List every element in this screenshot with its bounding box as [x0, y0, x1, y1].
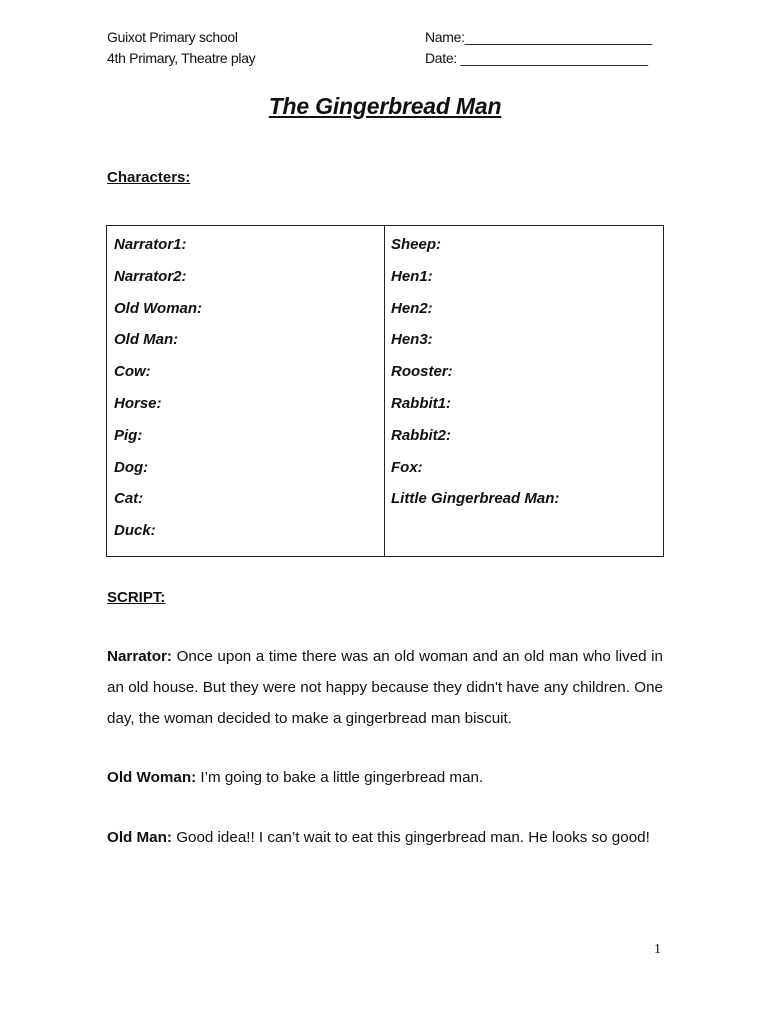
script-line: [107, 641, 663, 734]
page-number: 1: [654, 942, 661, 957]
speaker-label: Narrator:: [107, 648, 172, 665]
character-item: Rabbit1:: [391, 394, 451, 412]
character-item: Little Gingerbread Man:: [391, 490, 560, 508]
character-item: Duck:: [114, 522, 156, 540]
header-left: [107, 27, 255, 69]
character-item: Rabbit2:: [391, 426, 451, 444]
characters-table: [106, 225, 664, 557]
script-line: [107, 822, 663, 853]
character-item: Dog:: [114, 458, 149, 476]
character-item: Hen1:: [391, 267, 433, 285]
character-item: Hen2:: [391, 299, 433, 317]
character-item: Sheep:: [391, 236, 442, 253]
characters-column-left: [107, 226, 385, 556]
class-info: 4th Primary, Theatre play: [107, 50, 256, 66]
character-item: Old Man:: [114, 331, 179, 349]
header-right: [425, 27, 652, 69]
characters-heading: Characters:: [107, 169, 191, 186]
date-field[interactable]: Date: _________________________: [425, 50, 648, 66]
character-item: Old Woman:: [114, 299, 203, 317]
character-item: Narrator1:: [114, 236, 187, 253]
page-title: The Gingerbread Man: [268, 93, 502, 119]
line-text: I’m going to bake a little gingerbread man.: [196, 769, 484, 786]
character-item: Narrator2:: [114, 267, 187, 285]
school-name: Guixot Primary school: [107, 29, 238, 45]
character-item: Fox:: [391, 458, 423, 476]
character-item: Pig:: [114, 426, 143, 444]
name-field[interactable]: Name:_________________________: [425, 29, 652, 45]
character-item: Hen3:: [391, 331, 433, 349]
character-item: Horse:: [114, 394, 162, 412]
script-heading: SCRIPT:: [107, 589, 166, 606]
script-line: [107, 762, 663, 793]
character-item: Cat:: [114, 490, 144, 508]
line-text: Once upon a time there was an old woman and an old man who lived in an old house. But they were not happy because they didn't have any children. One day, the woman decided to make a gingerbread man biscuit.: [107, 648, 663, 727]
character-item: Rooster:: [391, 363, 453, 381]
character-item: Cow:: [114, 363, 151, 381]
line-text: Good idea!! I can’t wait to eat this gingerbread man. He looks so good!: [171, 829, 650, 846]
speaker-label: Old Man:: [107, 829, 172, 846]
speaker-label: Old Woman:: [107, 769, 197, 786]
characters-column-right: [385, 226, 663, 556]
